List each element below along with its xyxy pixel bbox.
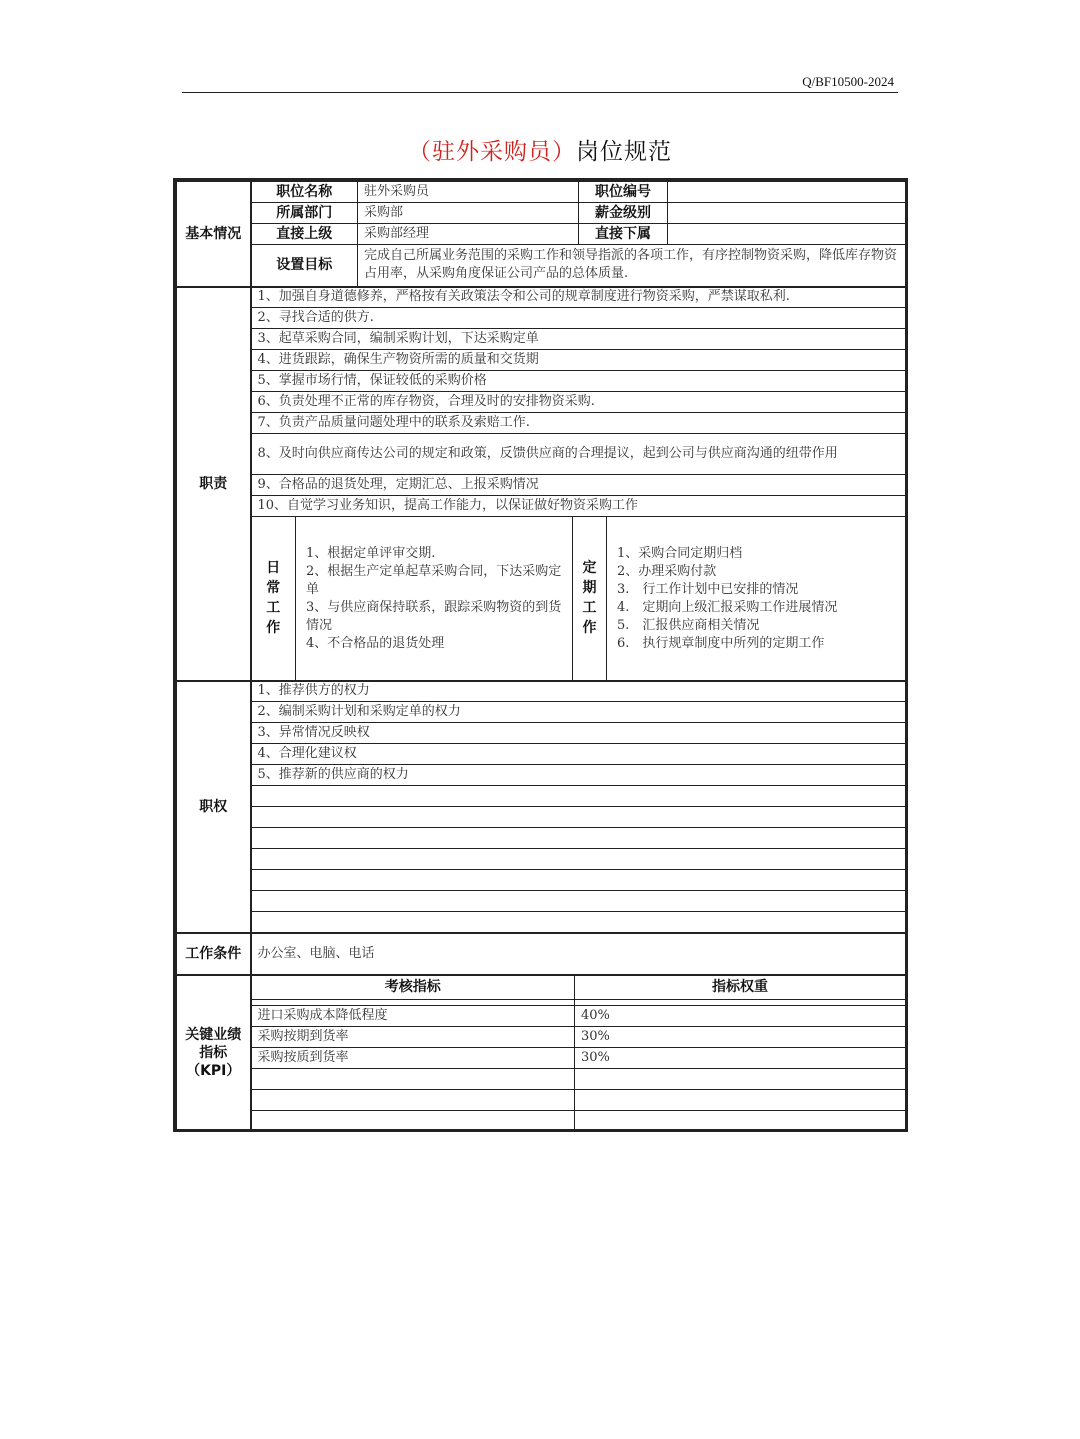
kpi-header-metric: 考核指标	[251, 975, 575, 1000]
duty-item: 2、寻找合适的供方.	[251, 308, 906, 329]
title-suffix: 岗位规范	[576, 139, 672, 165]
duty-item: 9、合格品的退货处理，定期汇总、上报采购情况	[251, 475, 906, 496]
daily-item: 4、不合格品的退货处理	[306, 636, 445, 652]
kpi-empty-cell	[575, 1069, 906, 1090]
title-position: （驻外采购员）	[408, 139, 576, 165]
kpi-weight: 30%	[575, 1048, 906, 1069]
kpi-empty-cell	[575, 1111, 906, 1132]
daily-work-label	[252, 517, 296, 680]
periodic-item: 1、采购合同定期归档	[617, 546, 743, 562]
value-subordinate	[668, 224, 906, 245]
duty-item: 10、自觉学习业务知识，提高工作能力，以保证做好物资采购工作	[251, 496, 906, 517]
label-position-name: 职位名称	[251, 182, 358, 203]
value-position-name: 驻外采购员	[358, 182, 579, 203]
periodic-work-list	[607, 517, 906, 680]
job-spec-form	[173, 178, 908, 1132]
duty-item: 4、进货跟踪，确保生产物资所需的质量和交货期	[251, 350, 906, 371]
authority-item: 4、合理化建议权	[251, 744, 906, 765]
kpi-empty-cell	[251, 1111, 575, 1132]
section-kpi: 关键业绩指标（KPI）	[177, 975, 251, 1132]
authority-empty-row	[251, 849, 906, 870]
section-duties: 职责	[177, 287, 251, 681]
page-title	[0, 133, 1080, 166]
duty-item: 5、掌握市场行情，保证较低的采购价格	[251, 371, 906, 392]
periodic-label-char: 工	[582, 600, 597, 617]
value-superior: 采购部经理	[358, 224, 579, 245]
kpi-weight: 40%	[575, 1006, 906, 1027]
value-position-code	[668, 182, 906, 203]
authority-item: 1、推荐供方的权力	[251, 681, 906, 702]
section-basic: 基本情况	[177, 182, 251, 287]
kpi-empty-cell	[251, 1090, 575, 1111]
duty-item: 7、负责产品质量问题处理中的联系及索赔工作.	[251, 413, 906, 434]
periodic-label-char: 作	[582, 620, 597, 637]
periodic-item: 2、办理采购付款	[617, 564, 717, 580]
kpi-metric: 采购按质到货率	[251, 1048, 575, 1069]
periodic-work-label	[573, 517, 607, 680]
value-salary-level	[668, 203, 906, 224]
duty-item: 3、起草采购合同，编制采购计划，下达采购定单	[251, 329, 906, 350]
duty-item: 1、加强自身道德修养，严格按有关政策法令和公司的规章制度进行物资采购，严禁谋取私利.	[251, 287, 906, 308]
periodic-item: 3. 行工作计划中已安排的情况	[617, 582, 799, 598]
section-conditions: 工作条件	[177, 933, 251, 975]
authority-item: 2、编制采购计划和采购定单的权力	[251, 702, 906, 723]
kpi-header-weight: 指标权重	[575, 975, 906, 1000]
job-spec-table	[176, 181, 906, 1132]
label-superior: 直接上级	[251, 224, 358, 245]
periodic-item: 4. 定期向上级汇报采购工作进展情况	[617, 600, 838, 616]
kpi-empty-cell	[575, 1090, 906, 1111]
kpi-empty-cell	[251, 1069, 575, 1090]
periodic-item: 5. 汇报供应商相关情况	[617, 618, 760, 634]
authority-item: 3、异常情况反映权	[251, 723, 906, 744]
daily-item: 2、根据生产定单起草采购合同，下达采购定单	[306, 564, 562, 598]
authority-empty-row	[251, 786, 906, 807]
daily-label-char: 常	[266, 580, 281, 597]
daily-work-list	[296, 517, 573, 680]
label-department: 所属部门	[251, 203, 358, 224]
routine-work-table	[252, 517, 906, 680]
label-salary-level: 薪金级别	[579, 203, 668, 224]
value-goal: 完成自己所属业务范围的采购工作和领导指派的各项工作，有序控制物资采购，降低库存物资占用率，从采购角度保证公司产品的总体质量.	[358, 245, 906, 287]
authority-empty-row	[251, 828, 906, 849]
label-position-code: 职位编号	[579, 182, 668, 203]
label-goal: 设置目标	[251, 245, 358, 287]
periodic-label-char: 定	[582, 560, 597, 577]
routine-work-block	[251, 517, 906, 681]
kpi-metric: 采购按期到货率	[251, 1027, 575, 1048]
value-department: 采购部	[358, 203, 579, 224]
daily-item: 3、与供应商保持联系，跟踪采购物资的到货情况	[306, 600, 562, 634]
authority-item: 5、推荐新的供应商的权力	[251, 765, 906, 786]
duty-item: 6、负责处理不正常的库存物资，合理及时的安排物资采购.	[251, 392, 906, 413]
document-code: Q/BF10500-2024	[802, 74, 894, 89]
daily-label-char: 日	[266, 560, 281, 577]
authority-empty-row	[251, 912, 906, 933]
periodic-label-char: 期	[582, 580, 597, 597]
kpi-weight: 30%	[575, 1027, 906, 1048]
header-rule	[182, 92, 898, 93]
daily-label-char: 工	[266, 600, 281, 617]
daily-label-char: 作	[266, 620, 281, 637]
duty-item: 8、及时向供应商传达公司的规定和政策，反馈供应商的合理提议，起到公司与供应商沟通的纽带作用	[251, 434, 906, 475]
daily-item: 1、根据定单评审交期.	[306, 546, 436, 562]
conditions-value: 办公室、电脑、电话	[251, 933, 906, 975]
periodic-item: 6. 执行规章制度中所列的定期工作	[617, 636, 825, 652]
authority-empty-row	[251, 870, 906, 891]
label-subordinate: 直接下属	[579, 224, 668, 245]
authority-empty-row	[251, 891, 906, 912]
section-authority: 职权	[177, 681, 251, 933]
kpi-metric: 进口采购成本降低程度	[251, 1006, 575, 1027]
authority-empty-row	[251, 807, 906, 828]
